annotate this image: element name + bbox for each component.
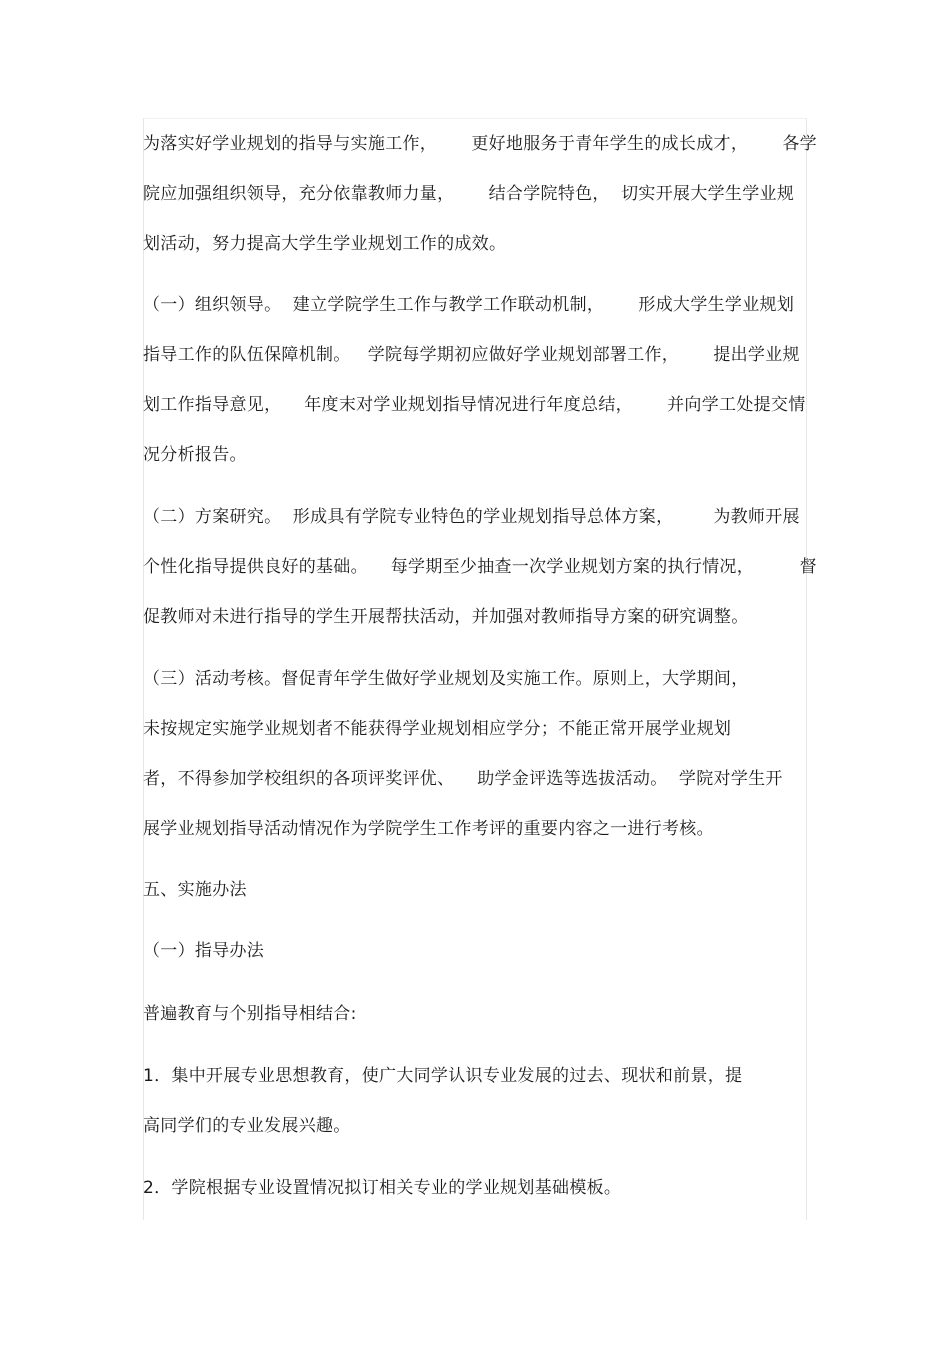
- section-paragraph-line: （三）活动考核。督促青年学生做好学业规划及实施工作。原则上，大学期间，: [143, 669, 749, 689]
- list-item-line: 高同学们的专业发展兴趣。: [143, 1116, 351, 1136]
- section-paragraph-line: 促教师对未进行指导的学生开展帮扶活动，并加强对教师指导方案的研究调整。: [143, 607, 749, 627]
- section-paragraph-line: 个性化指导提供良好的基础。 每学期至少抽查一次学业规划方案的执行情况， 督: [143, 557, 817, 577]
- section-paragraph-line: （一）组织领导。 建立学院学生工作与教学工作联动机制， 形成大学生学业规划: [143, 295, 795, 315]
- section-paragraph-line: 者，不得参加学校组织的各项评奖评优、 助学金评选等选拔活动。 学院对学生开: [143, 769, 783, 789]
- section-paragraph-line: 况分析报告。: [143, 445, 247, 465]
- section-paragraph-line: 未按规定实施学业规划者不能获得学业规划相应学分；不能正常开展学业规划: [143, 719, 732, 739]
- body-text-line: 划活动，努力提高大学生学业规划工作的成效。: [143, 234, 507, 254]
- body-text-line: 普遍教育与个别指导相结合:: [143, 1004, 357, 1024]
- list-item-line: 1．集中开展专业思想教育，使广大同学认识专业发展的过去、现状和前景，提: [143, 1066, 743, 1086]
- list-item-line: 2．学院根据专业设置情况拟订相关专业的学业规划基础模板。: [143, 1178, 622, 1198]
- section-paragraph-line: （二）方案研究。 形成具有学院专业特色的学业规划指导总体方案， 为教师开展: [143, 507, 800, 527]
- section-heading: 五、实施办法: [143, 880, 247, 900]
- body-text-line: 为落实好学业规划的指导与实施工作， 更好地服务于青年学生的成长成才， 各学: [143, 134, 817, 154]
- section-paragraph-line: 展学业规划指导活动情况作为学院学生工作考评的重要内容之一进行考核。: [143, 819, 714, 839]
- section-paragraph-line: 指导工作的队伍保障机制。 学院每学期初应做好学业规划部署工作， 提出学业规: [143, 345, 800, 365]
- section-paragraph-line: 划工作指导意见， 年度末对学业规划指导情况进行年度总结， 并向学工处提交情: [143, 395, 806, 415]
- subsection-heading: （一）指导办法: [143, 941, 265, 961]
- body-text-line: 院应加强组织领导，充分依靠教师力量， 结合学院特色， 切实开展大学生学业规: [143, 184, 795, 204]
